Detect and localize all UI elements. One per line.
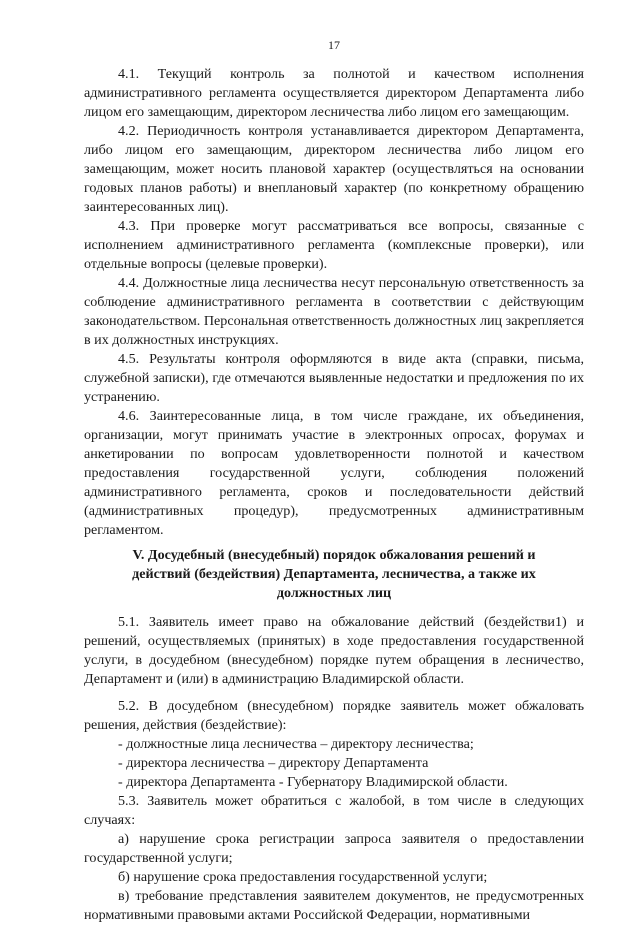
list-item: - директора Департамента - Губернатору Владимирской области. (118, 774, 508, 790)
paragraph-4-1: 4.1. Текущий контроль за полнотой и качеством исполнения административного регламента осуществляется директором Департамента либо лицом его замещающим, директором лесничества либо лицом его замещающим. (84, 66, 584, 120)
section-5 (84, 546, 584, 925)
paragraph-4-6: 4.6. Заинтересованные лица, в том числе граждане, их объединения, организации, могут принимать участие в электронных опросах, форумах и анкетировании по вопросам удовлетворенности полнотой и качеством предоставления государственной услуги, соблюдения положений административного регламента, сроков и последовательности действий (административных процедур), предусмотренных административным регламентом. (84, 408, 584, 538)
paragraph-4-4: 4.4. Должностные лица лесничества несут персональную ответственность за соблюдение административного регламента в соответствии с действующим законодательством. Персональная ответственность должностных лиц закрепляется в их должностных инструкциях. (84, 275, 584, 348)
paragraph-5-3-b: б) нарушение срока предоставления государственной услуги; (118, 869, 488, 885)
list-item: - директора лесничества – директору Департамента (118, 755, 429, 771)
paragraph-5-2: 5.2. В досудебном (внесудебном) порядке заявитель может обжаловать решения, действия (бездействие): (84, 698, 584, 733)
page-number: 17 (328, 38, 340, 52)
paragraph-5-3-a: а) нарушение срока регистрации запроса заявителя о предоставлении государственной услуги; (84, 831, 584, 866)
paragraph-4-3: 4.3. При проверке могут рассматриваться все вопросы, связанные с исполнением административного регламента (комплексные проверки), или отдельные вопросы (целевые проверки). (84, 218, 584, 272)
paragraph-4-5: 4.5. Результаты контроля оформляются в виде акта (справки, письма, служебной записки), где отмечаются выявленные недостатки и предложения по их устранению. (84, 351, 584, 405)
paragraph-5-1: 5.1. Заявитель имеет право на обжалование действий (бездействи1) и решений, осуществляемых (принятых) в ходе предоставления государственной услуги, в досудебном (внесудебном) порядке путем обращения в лесничество, Департамент и (или) в администрацию Владимирской области. (84, 614, 584, 687)
paragraph-5-3-c: в) требование представления заявителем документов, не предусмотренных нормативными правовыми актами Российской Федерации, нормативными (84, 888, 584, 923)
list-item: - должностные лица лесничества – директору лесничества; (118, 736, 474, 752)
section-4 (84, 65, 584, 540)
paragraph-4-2: 4.2. Периодичность контроля устанавливается директором Департамента, либо лицом его замещающим, директором лесничества либо лицом его замещающим, может носить плановой характер (осуществляться на основании годовых планов работы) и внеплановый характер (по конкретному обращению заинтересованных лиц). (84, 123, 584, 215)
paragraph-5-3: 5.3. Заявитель может обратиться с жалобой, в том числе в следующих случаях: (84, 793, 584, 828)
section-5-heading: V. Досудебный (внесудебный) порядок обжалования решений и действий (бездействия) Департамента, лесничества, а также их должностных лиц (132, 547, 536, 601)
